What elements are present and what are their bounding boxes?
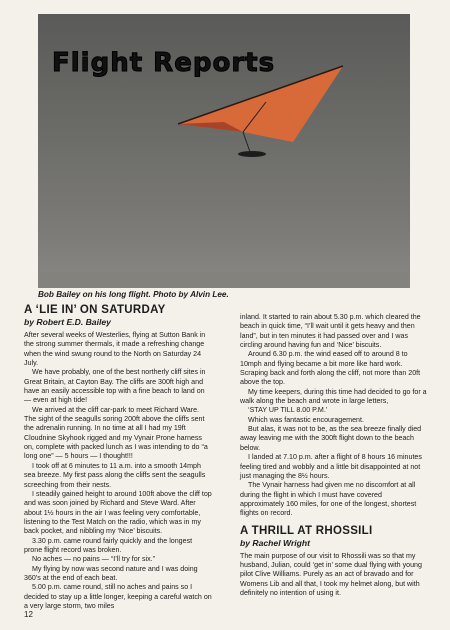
right-column <box>240 313 428 598</box>
paragraph: We have probably, one of the best northerly cliff sites in Great Britain, at Cayton Bay. The cliffs are 300ft high and have an easily accessible top with a fine beach to land on — even at high tide! <box>24 368 206 405</box>
photo-caption: Bob Bailey on his long flight. Photo by Alvin Lee. <box>38 290 229 299</box>
hang-glider-photo <box>38 14 410 288</box>
page-number: 12 <box>24 610 33 619</box>
paragraph: My flying by now was second nature and I was doing 360’s at the end of each beat. <box>24 564 198 582</box>
article2-headline: A THRILL AT RHOSSILI <box>240 524 373 537</box>
paragraph: inland. It started to rain about 5.30 p.m. which cleared the beach in quick time, “I’ll wait until it gets heavy and then land”, but in ten minutes it had passed over and I was circling around having fun and ‘Nice’ biscuits. <box>240 313 421 350</box>
article2-body <box>240 552 428 599</box>
paragraph: The Vynair harness had given me no discomfort at all during the flight in which I must have covered approximately 160 miles, for one of the longest, shortest flights on record. <box>240 481 417 518</box>
paragraph: Around 6.30 p.m. the wind eased off to around 8 to 10mph and flying became a bit more like hard work. Scraping back and forth along the cliff, not more than 20ft above the top. <box>240 350 421 387</box>
article2-byline: by Rachel Wright <box>240 537 311 548</box>
paragraph: My time keepers, during this time had decided to go for a walk along the beach and wrote in large letters, <box>240 387 427 406</box>
article1-body-right <box>240 313 428 519</box>
paragraph: After several weeks of Westerlies, flying at Sutton Bank in the strong summer thermals, it made a refreshing change when the wind swung round to the North on Saturday 24 July. <box>24 331 206 368</box>
paragraph: The main purpose of our visit to Rhossili was so that my husband, Julian, could ‘get in’ some dual flying with young pilot Clive Williams. Purely as an act of bravado and for Womens Lib and all that, I took my helmet along, but with definitely no intention of using it. <box>240 551 422 597</box>
paragraph: No aches — no pains — “I’ll try for six.” <box>32 555 155 564</box>
article1-headline: A ‘LIE IN’ ON SATURDAY <box>24 304 166 316</box>
article1-body-left <box>24 331 212 611</box>
left-column <box>24 304 212 611</box>
paragraph: We arrived at the cliff car-park to meet Richard Ware. The sight of the seagulls soring 200ft above the cliffs sent the adrenalin running. In no time at all I had my 19ft Cloudnine Skyhook rigged and my Vynair Prone harness on, complete with packed lunch as I was intending to do “a long one” — 5 hours — I thought!!! <box>24 405 208 461</box>
paragraph: ‘STAY UP TILL 8.00 P.M.’ <box>248 406 328 415</box>
glider-control-bar <box>243 132 250 152</box>
paragraph: 5.00 p.m. came round, still no aches and pains so I decided to stay up a little longer, keeping a careful watch on a very large storm, two miles <box>24 583 212 610</box>
paragraph: I landed at 7.10 p.m. after a flight of 8 hours 16 minutes feeling tired and wobbly and a little bit disappointed at not just managing the 8½ hours. <box>240 453 422 480</box>
article1-byline: by Robert E.D. Bailey <box>24 317 111 327</box>
paragraph: I steadily gained height to around 100ft above the cliff top and was soon joined by Richard and Steve Ward. After about 1½ hours in the air I was feeling very comfortable, listening to the Test Match on the radio, which was in my back pocket, and nibbling my ‘Nice’ biscuits. <box>24 489 212 536</box>
pilot-figure <box>238 151 266 157</box>
paragraph: I took off at 6 minutes to 11 a.m. into a smooth 14mph sea breeze. My first pass along the cliffs sent the seagulls screeching from their nests. <box>24 461 206 489</box>
paragraph: 3.30 p.m. came round fairly quickly and the longest prone flight record was broken. <box>24 536 193 554</box>
page-title: Flight Reports <box>52 48 276 78</box>
paragraph: Which was fantastic encouragement. <box>248 415 364 424</box>
horizon-ground <box>38 272 410 288</box>
paragraph: But alas, it was not to be, as the sea breeze finally died away leaving me with the 300ft flight down to the beach below. <box>240 425 422 452</box>
